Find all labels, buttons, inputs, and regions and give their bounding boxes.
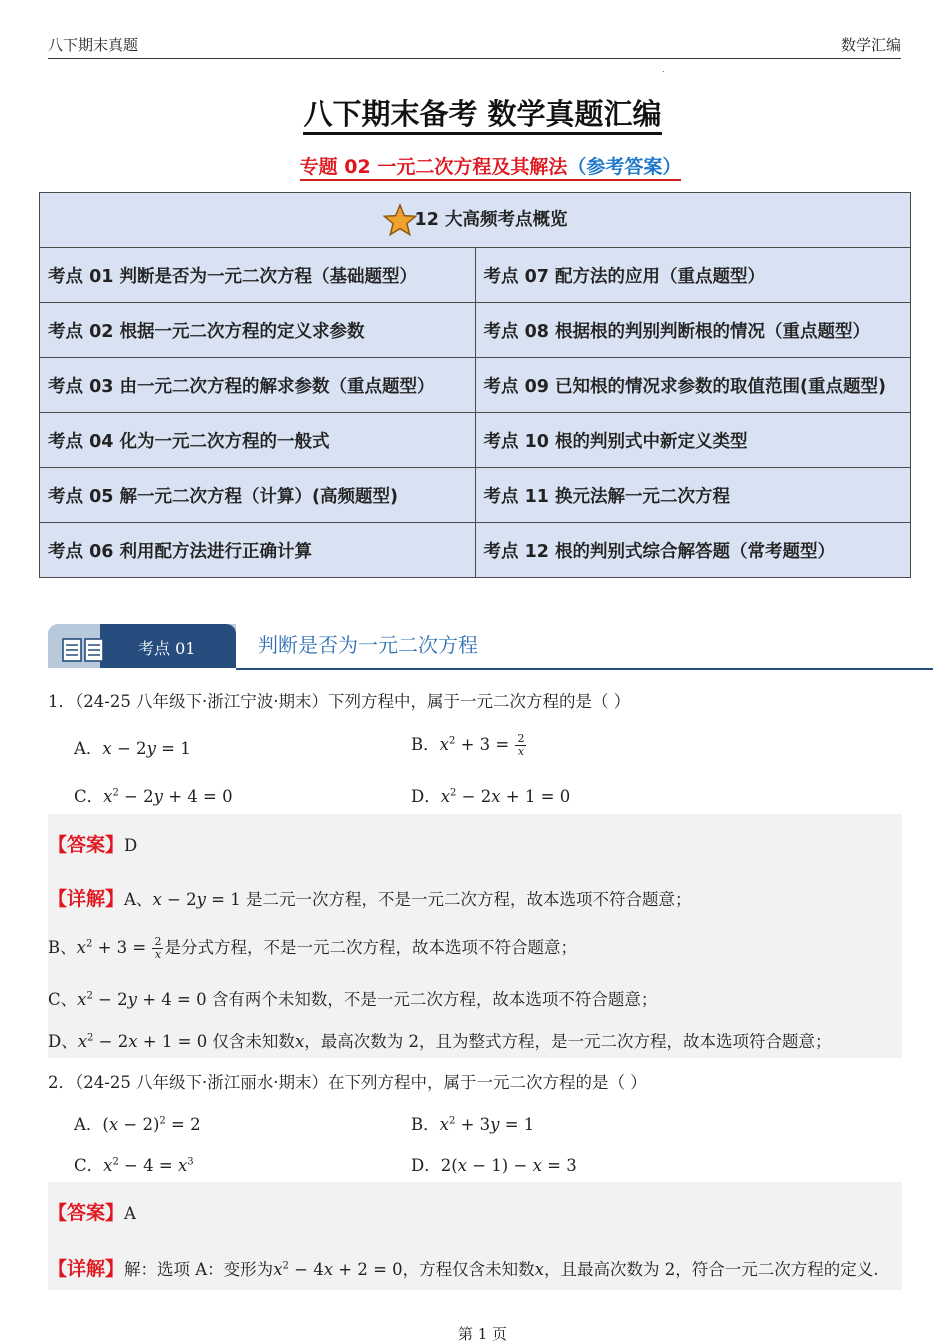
q1-detail-d: D、$x^2 - 2x + 1 = 0$ 仅含未知数x，最高次数为 2，且为整式方程，是一元二次方程，故本选项符合题意； bbox=[48, 1032, 832, 1051]
q2-answer: 【答案】A bbox=[48, 1202, 136, 1224]
header-dot: . bbox=[662, 65, 665, 74]
overview-item: 考点 04 化为一元二次方程的一般式 bbox=[40, 413, 476, 468]
q2-option-d: D．2(x − 1) − x = 3 bbox=[411, 1156, 577, 1175]
q1-option-a: A．x − 2y = 1 bbox=[74, 739, 191, 758]
overview-item: 考点 07 配方法的应用（重点题型） bbox=[475, 248, 911, 303]
q1-answer-box bbox=[48, 814, 902, 1058]
overview-table bbox=[39, 192, 911, 578]
question-2-stem: 2．（24-25 八年级下·浙江丽水·期末）在下列方程中，属于一元二次方程的是（ ） bbox=[48, 1073, 647, 1092]
page-subtitle bbox=[0, 152, 933, 179]
q1-option-d: D．$x^2 - 2x + 1 = 0$ bbox=[411, 787, 571, 806]
q2-option-b: B．$x^2 + 3y = 1$ bbox=[411, 1115, 535, 1134]
q2-option-c: C．$x^2 - 4 = x^3$ bbox=[74, 1156, 194, 1175]
overview-item: 考点 10 根的判别式中新定义类型 bbox=[475, 413, 911, 468]
q1-option-c: C．$x^2 - 2y + 4 = 0$ bbox=[74, 787, 233, 806]
overview-heading: 12 大高频考点概览 bbox=[40, 193, 911, 248]
section-tab-label: 考点 01 bbox=[138, 639, 196, 658]
overview-item: 考点 03 由一元二次方程的解求参数（重点题型） bbox=[40, 358, 476, 413]
header-left: 八下期末真题 bbox=[48, 36, 139, 54]
page-header bbox=[48, 34, 901, 59]
page-footer: 第 1 页 bbox=[457, 1325, 508, 1343]
overview-item: 考点 01 判断是否为一元二次方程（基础题型） bbox=[40, 248, 476, 303]
overview-item: 考点 11 换元法解一元二次方程 bbox=[475, 468, 911, 523]
q1-answer: 【答案】D bbox=[48, 834, 138, 856]
q2-option-a: A．$(x - 2)^2 = 2$ bbox=[74, 1115, 201, 1134]
q1-detail-c: C、$x^2 - 2y + 4 = 0$ 含有两个未知数，不是一元二次方程，故本选项不符合题意； bbox=[48, 990, 658, 1009]
header-right: 数学汇编 bbox=[840, 36, 901, 54]
overview-item: 考点 08 根据根的判别判断根的情况（重点题型） bbox=[475, 303, 911, 358]
overview-item: 考点 12 根的判别式综合解答题（常考题型） bbox=[475, 523, 911, 578]
overview-item: 考点 02 根据一元二次方程的定义求参数 bbox=[40, 303, 476, 358]
page-title: 八下期末备考 数学真题汇编 bbox=[0, 92, 933, 133]
overview-item: 考点 09 已知根的情况求参数的取值范围(重点题型) bbox=[475, 358, 911, 413]
question-1-stem: 1．（24-25 八年级下·浙江宁波·期末）下列方程中，属于一元二次方程的是（ ） bbox=[48, 692, 631, 711]
subtitle-answer-note: （参考答案） bbox=[567, 156, 682, 178]
q1-option-b: B．$x^2 + 3$ = $\frac{2}{x}$ bbox=[411, 732, 525, 758]
overview-item: 考点 05 解一元二次方程（计算）(高频题型) bbox=[40, 468, 476, 523]
q2-answer-box bbox=[48, 1182, 902, 1290]
section-title: 判断是否为一元二次方程 bbox=[258, 633, 478, 657]
star-icon bbox=[383, 203, 417, 237]
q1-detail-b: B、$x^2 + 3$ = $\frac{2}{x}$ 是分式方程，不是一元二次方程，故本选项不符合题意； bbox=[48, 935, 577, 961]
book-icon bbox=[61, 638, 107, 662]
q2-detail: 【详解】解：选项 A：变形为$x^2 - 4x + 2 = 0$，方程仅含未知数x，且最高次数为 2，符合一元二次方程的定义. bbox=[48, 1258, 879, 1280]
overview-item: 考点 06 利用配方法进行正确计算 bbox=[40, 523, 476, 578]
q1-detail-a: 【详解】A、x − 2y = 1 是二元一次方程，不是一元二次方程，故本选项不符合题意； bbox=[48, 888, 692, 910]
section-heading bbox=[48, 624, 933, 676]
subtitle-topic: 专题 02 一元二次方程及其解法 bbox=[299, 156, 568, 178]
